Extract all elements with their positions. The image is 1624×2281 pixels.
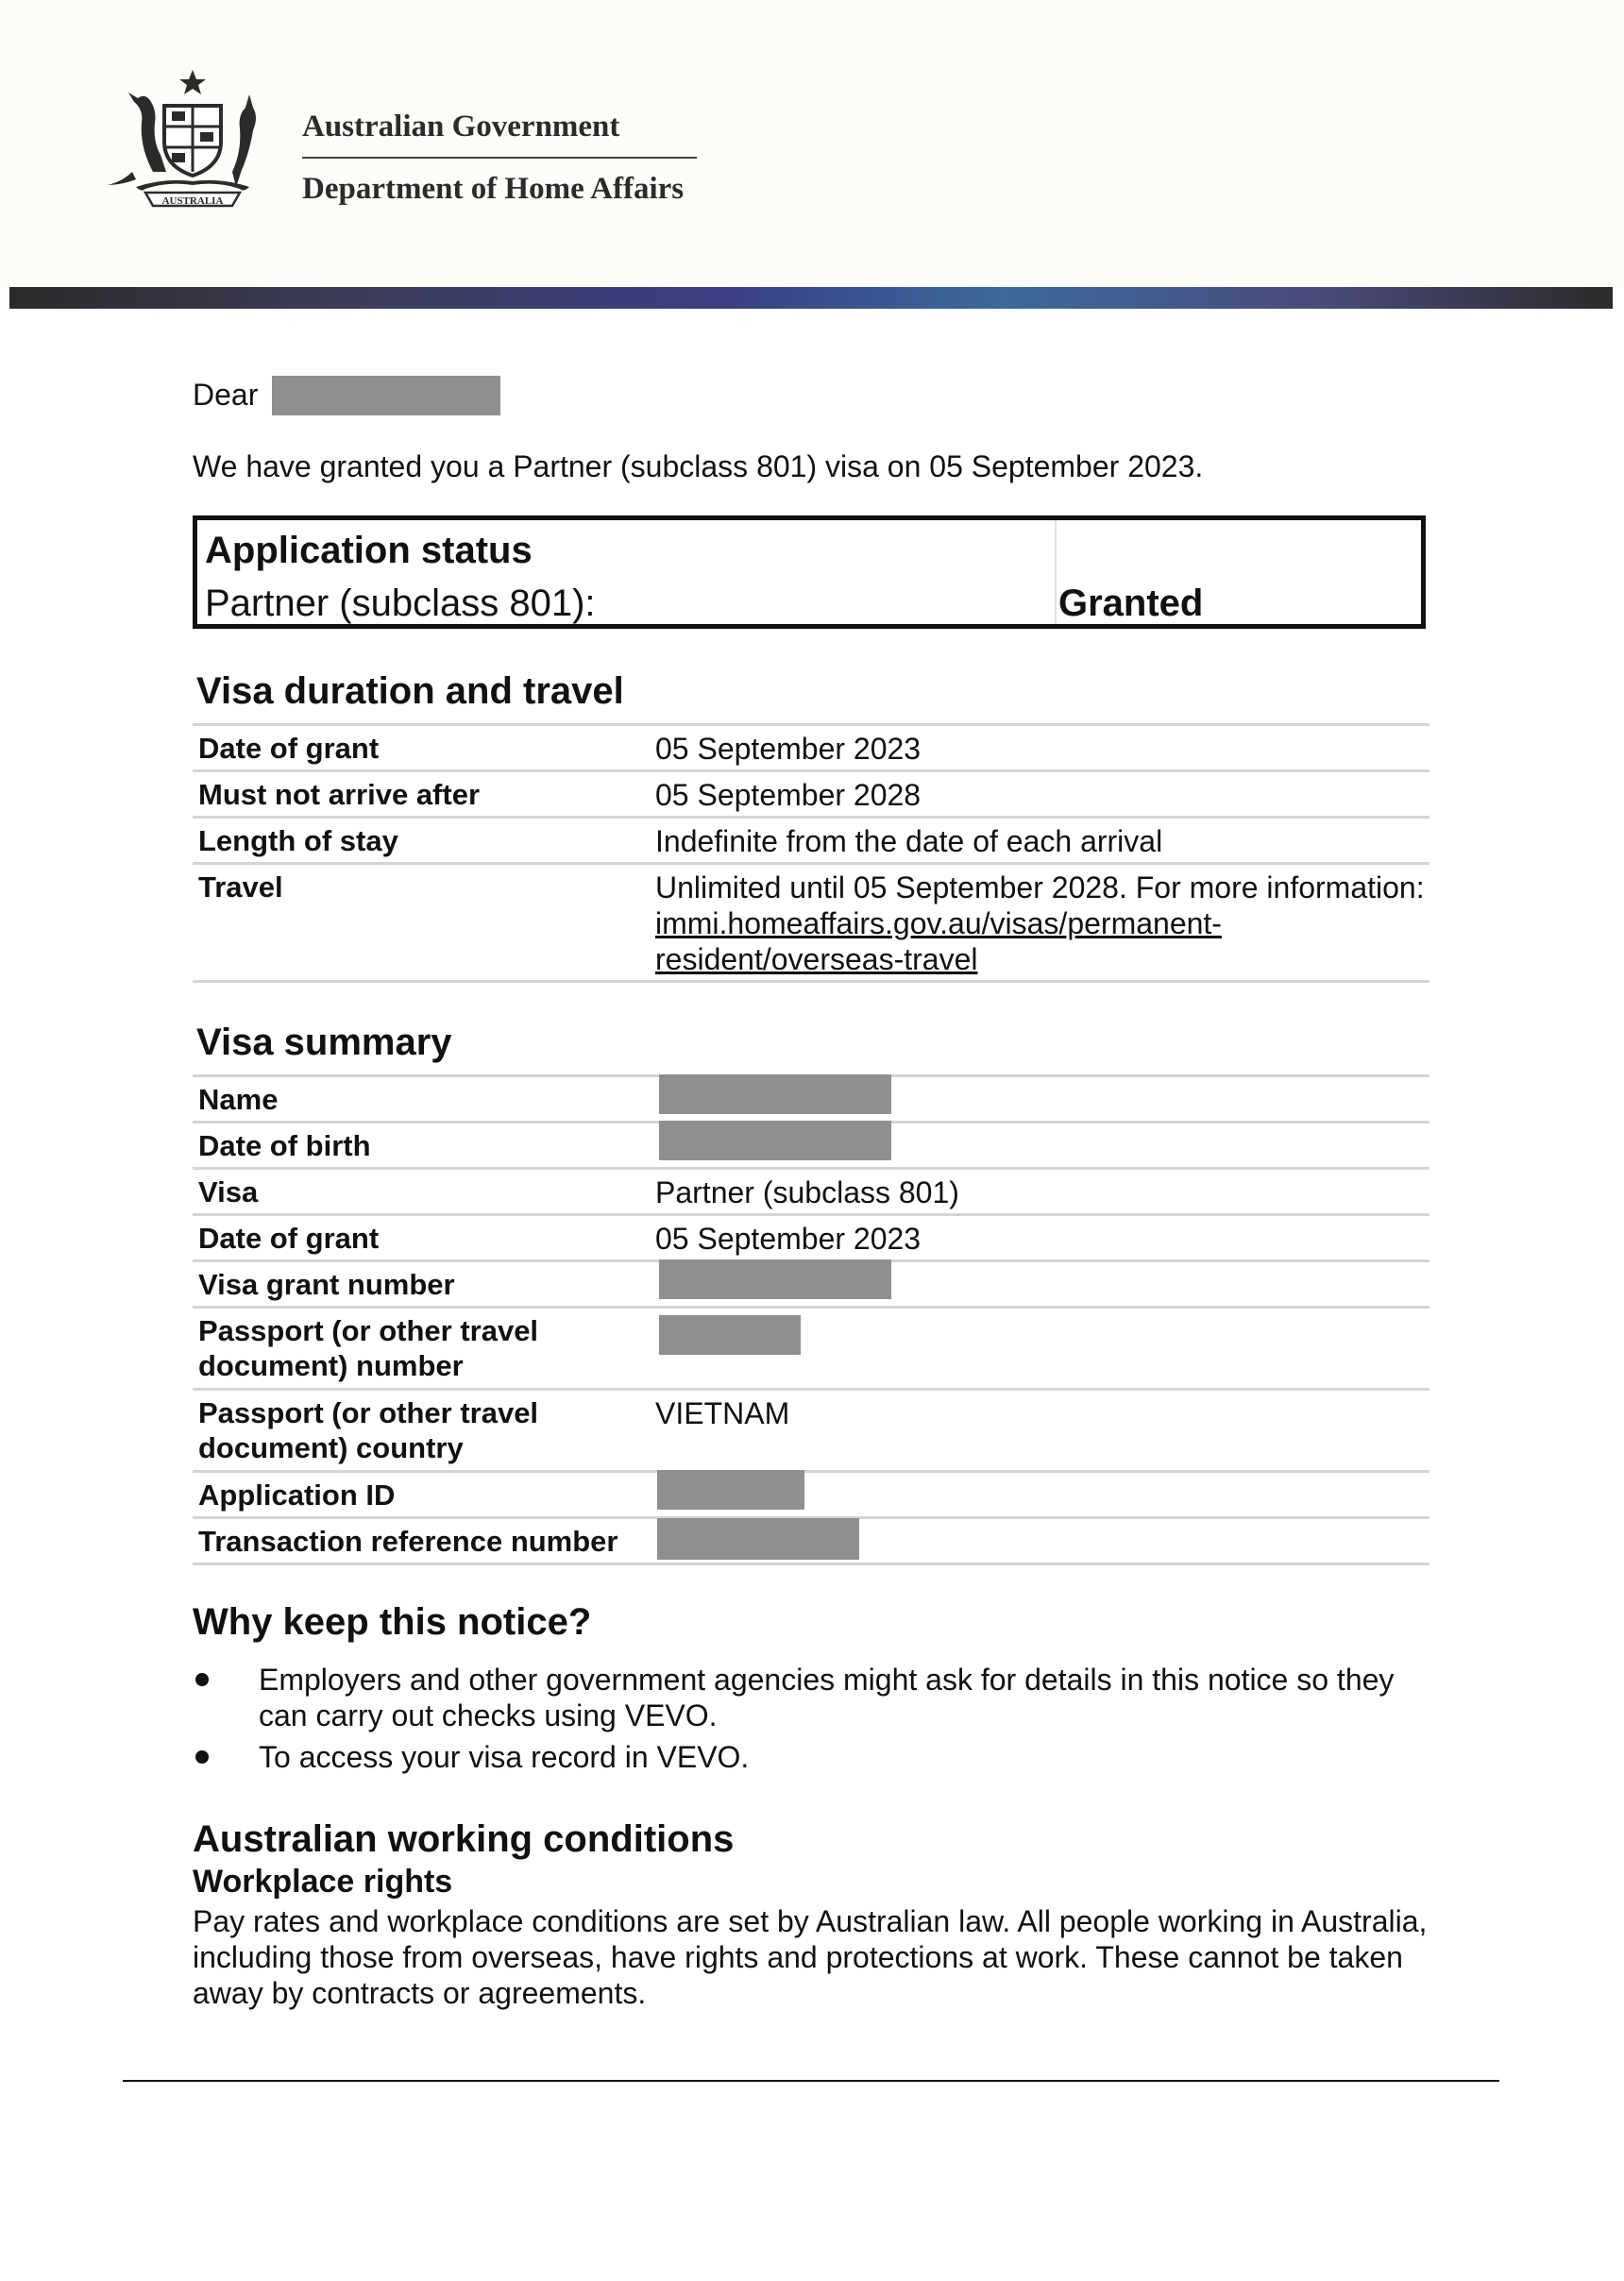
letterhead-divider [302,157,697,159]
table-row [193,1516,1429,1565]
table-row [193,1121,1429,1167]
redacted-transaction-reference [657,1518,859,1560]
row-label: Name [198,1083,279,1116]
redacted-passport-number [659,1315,801,1355]
row-label: Date of birth [198,1129,371,1162]
list-item-text: Employers and other government agencies might ask for details in this notice so they can carry out checks using VEVO. [259,1663,1395,1732]
redacted-recipient-name [272,376,500,415]
table-row [193,1167,1429,1213]
crest-label: AUSTRALIA [161,195,224,207]
bullet-icon [195,1673,209,1686]
row-label: Transaction reference number [198,1525,618,1558]
application-status-visa: Partner (subclass 801): [205,583,596,624]
row-label: Passport (or other travel document) number [198,1314,539,1382]
row-value: 05 September 2023 [655,1222,922,1256]
row-label: Travel [198,870,283,904]
table-row [193,1470,1429,1516]
visa-duration-heading: Visa duration and travel [196,670,624,712]
why-keep-list [193,1662,1429,1781]
workplace-rights-text: Pay rates and workplace conditions are set by Australian law. All people working in Australia, including those from overseas, have rights and protections at work. These cannot be taken away by contracts or agreements. [193,1904,1428,2010]
salutation: Dear [193,378,259,412]
table-row [193,1213,1429,1259]
visa-summary-heading: Visa summary [196,1022,452,1063]
row-value: Indefinite from the date of each arrival [655,824,1163,858]
row-label: Date of grant [198,1222,380,1255]
department-name: Department of Home Affairs [302,172,685,206]
redacted-date-of-birth [659,1121,891,1160]
row-label: Length of stay [198,824,398,857]
table-row [193,1259,1429,1306]
redacted-name [659,1074,891,1114]
visa-summary-table [193,1074,1429,1565]
why-keep-heading: Why keep this notice? [193,1601,592,1643]
header-gradient-bar [9,287,1613,309]
table-row [193,1074,1429,1121]
redacted-application-id [657,1470,804,1510]
list-item [193,1739,1429,1775]
row-value: Partner (subclass 801) [655,1175,959,1209]
row-label: Visa [198,1175,259,1208]
list-item-text: To access your visa record in VEVO. [259,1740,750,1774]
table-row [193,1306,1429,1388]
visa-duration-table [193,723,1429,983]
row-value [655,870,1429,977]
row-label: Must not arrive after [198,778,481,811]
row-value: 05 September 2028 [655,778,922,812]
redacted-visa-grant-number [659,1259,891,1299]
application-status-value: Granted [1058,583,1204,624]
workplace-rights-subheading: Workplace rights [193,1864,453,1900]
organisation-name: Australian Government [302,110,620,144]
grant-intro-text: We have granted you a Partner (subclass 801) visa on 05 September 2023. [193,449,1204,483]
working-conditions-heading: Australian working conditions [193,1818,735,1860]
application-status-title: Application status [205,530,533,571]
row-label: Passport (or other travel document) country [198,1396,539,1464]
application-status-box [193,515,1426,629]
table-row [193,816,1429,862]
travel-text: Unlimited until 05 September 2028. For more information: [655,870,1425,904]
row-label: Date of grant [198,732,380,765]
row-value: VIETNAM [655,1396,790,1430]
table-row [193,769,1429,816]
table-row [193,723,1429,769]
table-row [193,1388,1429,1470]
overseas-travel-link[interactable]: immi.homeaffairs.gov.au/visas/permanent-resident/overseas-travel [655,906,1222,976]
status-column-divider [1055,520,1057,624]
coat-of-arms-icon [98,68,287,219]
row-value: 05 September 2023 [655,732,922,766]
bullet-icon [195,1750,209,1764]
footer-divider [123,2080,1499,2082]
letterhead [0,0,1624,287]
table-row [193,862,1429,983]
list-item [193,1662,1429,1733]
row-label: Visa grant number [198,1268,455,1301]
row-label: Application ID [198,1478,396,1512]
